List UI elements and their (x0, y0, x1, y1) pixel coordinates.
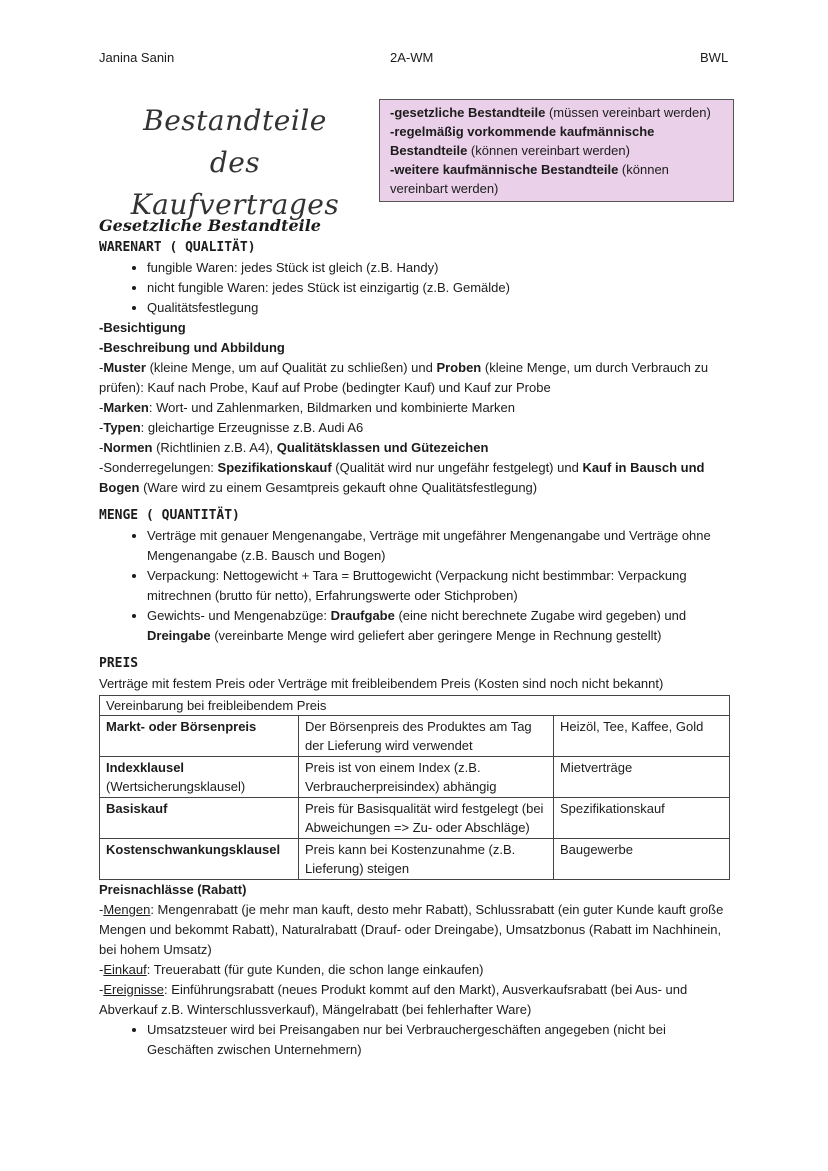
list-item: • Umsatzsteuer wird bei Preisangaben nur bei Verbrauchergeschäften angegeben (nicht bei Geschäften zwischen Unternehmern) (147, 1020, 731, 1060)
preis-table (99, 695, 730, 880)
table-row (100, 798, 730, 839)
besichtigung-line: -Besichtigung (99, 320, 186, 335)
muster-paragraph: -Muster (kleine Menge, um auf Qualität zu schließen) und Proben (kleine Menge, um durch Verbrauch zu prüfen): Kauf nach Probe, Kauf auf Probe (bedingter Kauf) und Kauf zur Probe (99, 360, 709, 395)
legend-item: -weitere kaufmännische Bestandteile (können vereinbart werden) (390, 162, 669, 196)
table-row (100, 757, 730, 798)
table-row (100, 839, 730, 880)
sonderregelungen-paragraph: -Sonderregelungen: Spezifikationskauf (Qualität wird nur ungefähr festgelegt) und Kauf in Bausch und Bogen (Ware wird zu einem Gesamtpreis gekauft ohne Qualitätsfestlegung) (99, 460, 705, 495)
menge-heading: MENGE ( QUANTITÄT) (99, 508, 240, 523)
table-row (100, 696, 730, 716)
title-line-1: Bestandteile des (143, 104, 327, 179)
marken-line: -Marken: Wort- und Zahlenmarken, Bildmarken und kombinierte Marken (99, 400, 515, 415)
legend-item: -gesetzliche Bestandteile (müssen vereinbart werden) (390, 105, 711, 120)
list-item: • Verträge mit genauer Mengenangabe, Verträge mit ungefährer Mengenangabe und Verträge ohne Mengenangabe (z.B. Bausch und Bogen) (147, 526, 731, 566)
section-title: Gesetzliche Bestandteile (99, 216, 321, 235)
rabatt-einkauf: -Einkauf: Treuerabatt (für gute Kunden, die schon lange einkaufen) (99, 962, 484, 977)
table-cell-term: Markt- oder Börsenpreis (100, 716, 299, 757)
table-cell-example: Baugewerbe (554, 839, 730, 880)
rabatt-mengen: -Mengen: Mengenrabatt (je mehr man kauft, desto mehr Rabatt), Schlussrabatt (ein guter Kunde kauft große Mengen und bekommt Rabatt), Naturalrabatt (Drauf- oder Dreingabe), Umsatzbonus (Rabatt im Nachhinein, bei hohem Umsatz) (99, 902, 724, 957)
page-title (130, 100, 340, 226)
legend-box (379, 99, 734, 202)
menge-list (99, 526, 731, 646)
list-item: • Gewichts- und Mengenabzüge: Draufgabe (eine nicht berechnete Zugabe wird gegeben) und Dreingabe (vereinbarte Menge wird geliefert aber geringere Menge in Rechnung gestellt) (147, 606, 731, 646)
table-cell-desc: Preis kann bei Kostenzunahme (z.B. Lieferung) steigen (299, 839, 554, 880)
title-line-2: Kaufvertrages (130, 188, 340, 221)
list-item: • Verpackung: Nettogewicht + Tara = Bruttogewicht (Verpackung nicht bestimmbar: Verpackung mitrechnen (brutto für netto), Erfahrungswerte oder Stichproben) (147, 566, 731, 606)
list-item: • nicht fungible Waren: jedes Stück ist einzigartig (z.B. Gemälde) (147, 278, 731, 298)
table-cell-desc: Der Börsenpreis des Produktes am Tag der Lieferung wird verwendet (299, 716, 554, 757)
list-item: • Qualitätsfestlegung (147, 298, 731, 318)
rabatt-list (99, 1020, 731, 1060)
table-cell-desc: Preis ist von einem Index (z.B. Verbraucherpreisindex) abhängig (299, 757, 554, 798)
warenart-heading: WARENART ( QUALITÄT) (99, 240, 256, 255)
main-content (99, 215, 731, 1060)
warenart-list (99, 258, 731, 318)
table-cell-example: Spezifikationskauf (554, 798, 730, 839)
table-cell-term: Indexklausel (Wertsicherungsklausel) (100, 757, 299, 798)
preis-heading: PREIS (99, 656, 139, 671)
typen-line: -Typen: gleichartige Erzeugnisse z.B. Audi A6 (99, 420, 364, 435)
table-caption: Vereinbarung bei freibleibendem Preis (100, 696, 730, 716)
rabatt-heading: Preisnachlässe (Rabatt) (99, 882, 247, 897)
table-cell-term: Basiskauf (100, 798, 299, 839)
beschreibung-line: -Beschreibung und Abbildung (99, 340, 285, 355)
table-cell-example: Heizöl, Tee, Kaffee, Gold (554, 716, 730, 757)
rabatt-ereignisse: -Ereignisse: Einführungsrabatt (neues Produkt kommt auf den Markt), Ausverkaufsrabatt (bei Aus- und Abverkauf z.B. Winterschlussverkauf), Mängelrabatt (bei fehlerhafter Ware) (99, 982, 688, 1017)
normen-line: -Normen (Richtlinien z.B. A4), Qualitätsklassen und Gütezeichen (99, 440, 489, 455)
header-author: Janina Sanin (99, 50, 175, 65)
legend-item: -regelmäßig vorkommende kaufmännische Bestandteile (können vereinbart werden) (390, 124, 655, 158)
table-cell-desc: Preis für Basisqualität wird festgelegt (bei Abweichungen => Zu- oder Abschläge) (299, 798, 554, 839)
preis-intro: Verträge mit festem Preis oder Verträge mit freibleibendem Preis (Kosten sind noch nicht bekannt) (99, 676, 664, 691)
header-subject: BWL (700, 50, 729, 65)
header-class: 2A-WM (390, 50, 434, 65)
list-item: • fungible Waren: jedes Stück ist gleich (z.B. Handy) (147, 258, 731, 278)
table-cell-term: Kostenschwankungsklausel (100, 839, 299, 880)
table-row (100, 716, 730, 757)
table-cell-example: Mietverträge (554, 757, 730, 798)
